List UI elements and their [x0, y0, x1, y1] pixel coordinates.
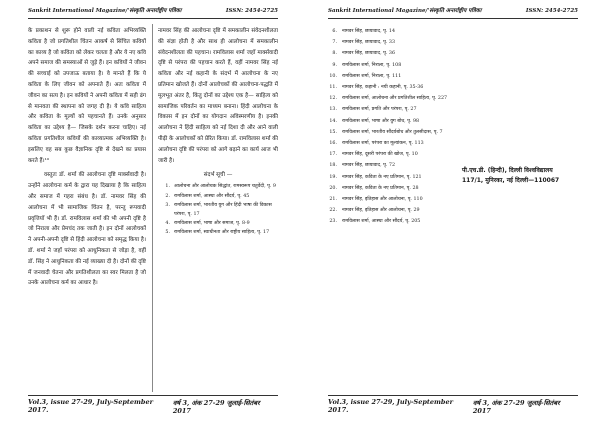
footer-volume-hindi: वर्ष 3, अंक 27-29 जुलाई-सितंबर 2017 — [472, 399, 560, 415]
column-divider — [152, 24, 153, 392]
footer-volume: Vol.3, issue 27-29, July-September 2017. — [328, 398, 454, 414]
reference-item: 14. रामविलास शर्मा, भाषा और युग बोध, पृ. 98 — [329, 118, 420, 124]
header-rule — [328, 18, 578, 19]
reference-item: 21. नामवर सिंह, इतिहास और आलोचना, पृ. 110 — [329, 197, 423, 203]
reference-item: 1. आलोचना और आलोचक सिद्धांत, रामस्वरूप चतुर्वेदी, पृ. 9 — [165, 184, 276, 190]
author-affiliation: पी.एच.डी. (हिन्दी), दिल्ली विश्वविद्यालय — [462, 167, 553, 174]
reference-item: 13. रामविलास शर्मा, प्रगति और परंपरा, पृ. 27 — [329, 107, 417, 113]
issn-label: ISSN: 2454-2725 — [225, 8, 278, 14]
reference-item: 5. रामविलास शर्मा, स्वाधीनता और राष्ट्रीय साहित्य, पृ. 17 — [165, 230, 270, 236]
author-address — [458, 166, 578, 186]
journal-title: Sankrit International Magazine/'संस्कृति अन्तर्राष्ट्रीय पत्रिका — [328, 8, 482, 14]
left-page-footer — [28, 398, 278, 415]
left-column-2 — [158, 26, 278, 391]
left-page-header — [28, 6, 278, 17]
references-list-continued — [328, 26, 456, 228]
right-page — [300, 0, 600, 424]
reference-item: 23. रामविलास शर्मा, आस्था और सौंदर्य, पृ. 205 — [329, 219, 421, 225]
right-page-header — [328, 6, 578, 17]
reference-item: 19. नामवर सिंह, कविता के नए प्रतिमान, पृ. 121 — [329, 174, 422, 180]
body-paragraph: वस्तुतः डॉ. शर्मा की आलोचना दृष्टि मार्क्सवादी है। उन्होंने आलोचना कर्म के द्वारा यह दिखाया है कि साहित्य और समाज में गहरा संबंध है। डॉ. नामवर सिंह की आलोचना में भी सामाजिक चिंतन है, परन्तु रूपवादी प्रवृत्तियाँ भी हैं। डॉ. रामविलास शर्मा की भी अपनी दृष्टि है जो निराला और प्रेमचंद तक जाती है। इन दोनों आलोचकों ने अपनी-अपनी दृष्टि से हिंदी आलोचना को समृद्ध किया है। डॉ. शर्मा ने जहाँ परंपरा को आधुनिकता से जोड़ा है, वहीं डॉ. सिंह ने आधुनिकता की नई व्याख्या दी है। दोनों की दृष्टि में जनवादी चेतना और प्रगतिशीलता का स्वर मिलता है जो उनके आलोचना कर्म का आधार है। — [28, 172, 146, 287]
reference-item: 16. रामविलास शर्मा, परंपरा का मूल्यांकन, पृ. 113 — [329, 141, 424, 147]
reference-item: 6. नामवर सिंह, छायावाद, पृ. 14 — [332, 29, 396, 34]
reference-item: 18. नामवर सिंह, छायावाद, पृ. 72 — [329, 163, 396, 169]
footer-rule — [328, 395, 578, 396]
footer-volume-hindi: वर्ष 3, अंक 27-29 जुलाई-सितंबर 2017 — [172, 399, 260, 415]
reference-item: 10. रामविलास शर्मा, निराला, पृ. 111 — [329, 73, 402, 79]
reference-item: 8. नामवर सिंह, छायावाद, पृ. 36 — [332, 51, 396, 57]
reference-item: 9. रामविलास शर्मा, निराला, पृ. 108 — [332, 62, 402, 68]
footer-volume: Vol.3, issue 27-29, July-September 2017. — [28, 398, 154, 414]
body-paragraph: के प्रकाशन से शुरू होने वाली नई कविता अभिव्यक्ति कविता है जो प्रगतिशील चिंतन आकर्ष से सिंचित कवियों का काव्य है जो कविता को लेकर चलता है और ये नए कवि अपने समाज की समस्याओं से जुड़े हैं। इन कवियों ने जीवन की सच्चाई को उपजाऊ बताया है। वे मानते हैं कि ये कविता के लिए जीवन को अपनाते हैं। अतः कविता में जीवन का सत्य है। इन कवियों ने अपनी कविता में सही ढंग से मानवता की स्थापना को जगह दी है। ये कवि साहित्य और कविता के मूल्यों को पहचानते हैं। उनके अनुसार कविता का उद्देश्य है— जिसके दर्शन करना चाहिए। नई कविता प्रगतिशील कवियों की काव्यात्मक अभिव्यक्ति है। इसलिए वह सब कुछ वैज्ञानिक दृष्टि से देखने का प्रयास करते हैं।¹⁰ — [28, 28, 146, 164]
right-page-footer — [328, 398, 578, 415]
right-column-2 — [458, 158, 578, 424]
author-street-address: 117/1, मुनिरका, नई दिल्ली—110067 — [462, 177, 560, 184]
reference-item: 20. नामवर सिंह, कविता के नए प्रतिमान, पृ. 28 — [329, 185, 419, 191]
reference-item: 12. रामविलास शर्मा, आलोचना और प्रगतिशील साहित्य, पृ. 227 — [329, 96, 448, 102]
reference-item: 11. नामवर सिंह, कहानी : नयी कहानी, पृ. 35-36 — [329, 85, 424, 91]
references-list — [158, 182, 278, 237]
journal-title: Sankrit International Magazine/'संस्कृति अन्तर्राष्ट्रीय पत्रिका — [28, 8, 182, 14]
references-title: संदर्भ सूची — — [203, 172, 233, 179]
footer-rule — [28, 395, 278, 396]
right-column-1 — [328, 26, 456, 391]
issn-label: ISSN: 2454-2725 — [525, 8, 578, 14]
reference-item: 2. रामविलास शर्मा, आस्था और सौंदर्य, पृ. 45 — [165, 193, 250, 199]
left-column-1 — [28, 26, 146, 391]
reference-item: 22. नामवर सिंह, इतिहास और आलोचना, पृ. 29 — [329, 208, 420, 214]
reference-item: 3. रामविलास शर्मा, भारतीय युग और हिंदी भाषा की विकास परंपरा, पृ. 17 — [165, 202, 272, 217]
reference-item: 17. नामवर सिंह, दूसरी परंपरा की खोज, पृ. 10 — [329, 152, 418, 158]
reference-item: 7. नामवर सिंह, छायावाद, पृ. 33 — [332, 40, 396, 46]
body-paragraph: नामवर सिंह की आलोचना दृष्टि में समकालीन संवेदनशीलता की संज्ञा होती है और साथ ही आलोचना में समकालीन संवेदनशीलता की पहचान। रामविलास शर्मा जहाँ मार्क्सवादी दृष्टि से परंपरा की पहचान करते हैं, वहीं नामवर सिंह नई कविता और नई कहानी के संदर्भ में आलोचना के नए प्रतिमान खोजते हैं। दोनों आलोचकों की आलोचना-पद्धति में मूलभूत अंतर है, किंतु दोनों का उद्देश्य एक है— साहित्य को सामाजिक परिवर्तन का माध्यम बनाना। हिंदी आलोचना के विकास में इन दोनों का योगदान अविस्मरणीय है। इनकी आलोचना ने हिंदी साहित्य को नई दिशा दी और आने वाली पीढ़ी के आलोचकों को प्रेरित किया। डॉ. रामविलास शर्मा की आलोचना दृष्टि की परंपरा को आगे बढ़ाने का कार्य आज भी जारी है। — [158, 28, 278, 164]
reference-item: 4. रामविलास शर्मा, भाषा और समाज, पृ. 8-9 — [165, 221, 250, 227]
header-rule — [28, 18, 278, 19]
reference-item: 15. रामविलास शर्मा, भारतीय सौंदर्यबोध और तुलसीदास, पृ. 7 — [329, 129, 443, 135]
